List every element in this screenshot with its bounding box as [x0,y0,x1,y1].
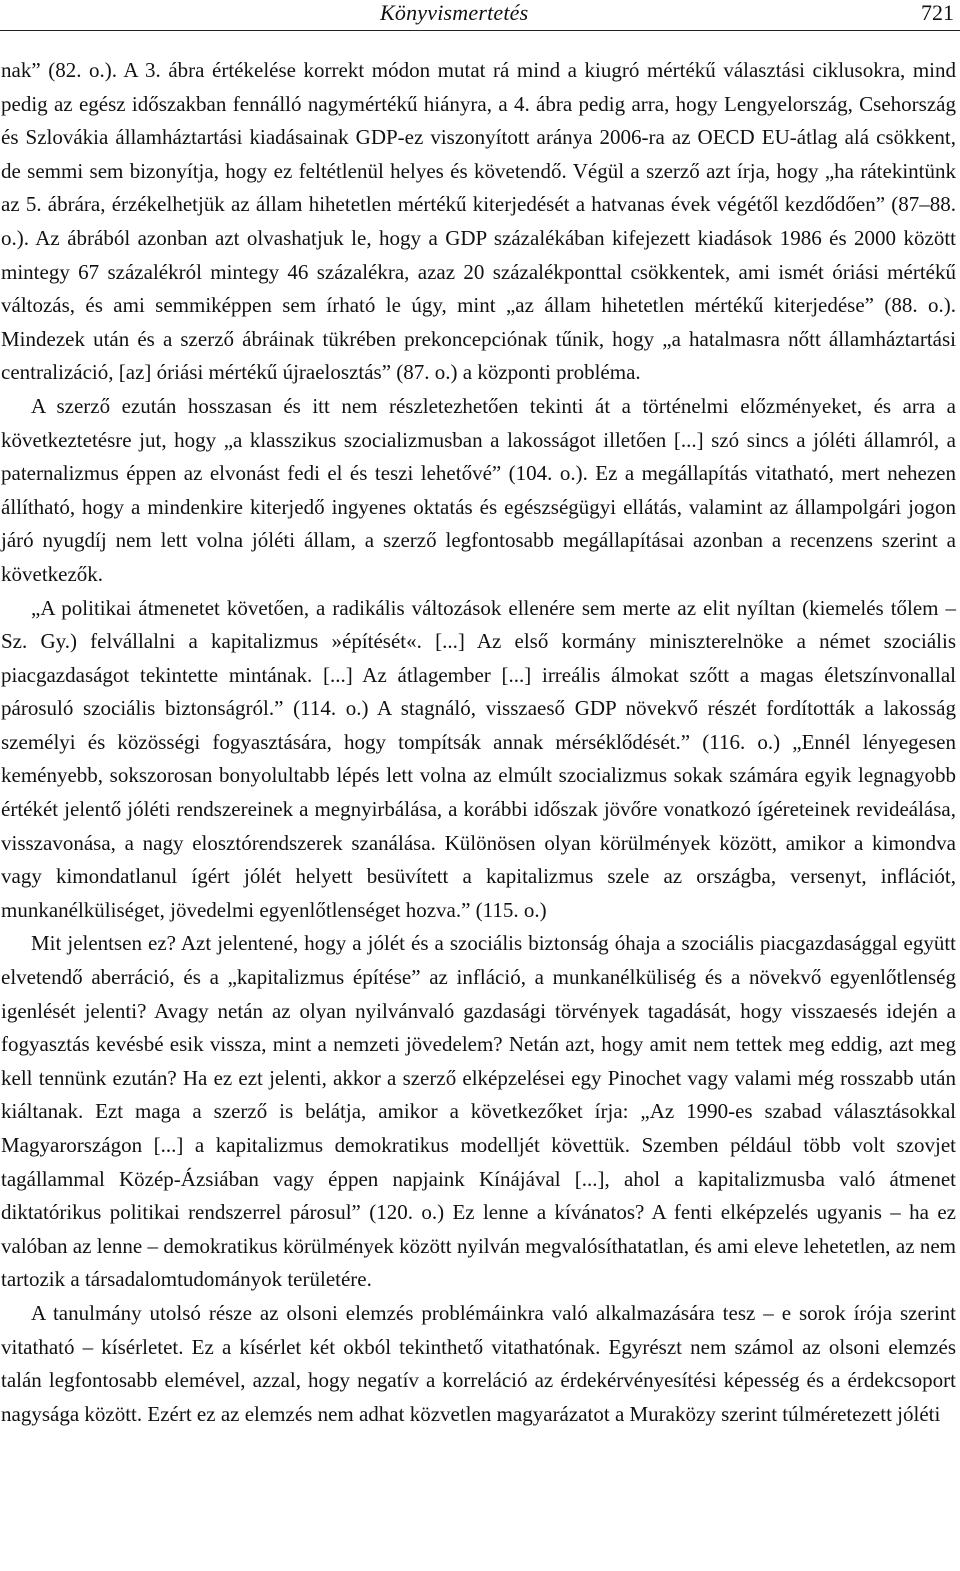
page-number: 721 [921,0,954,25]
paragraph: A tanulmány utolsó része az olsoni elemzés problémáinkra való alkalmazására tesz – e sorok írója szerint vitatható – kísérletet. Ez a kísérlet két okból tekinthető vitathatónak. Egyrészt nem számol az olsoni elemzés talán legfontosabb elemével, azzal, hogy negatív a korreláció az érdekérvényesítési képesség és a érdekcsoport nagysága között. Ezért ez az elemzés nem adhat közvetlen magyarázatot a Muraközy szerint túlméretezett jóléti [1,1300,956,1426]
paragraph: Mit jelentsen ez? Azt jelentené, hogy a jólét és a szociális biztonság óhaja a szociális piacgazdasággal együtt elvetendő aberráció, és a „kapitalizmus építése” az infláció, a munkanélküliség és a növekvő egyenlőtlenség igenlését jelenti? Avagy netán az olyan nyilvánvaló gazdasági törvények tagadását, hogy visszaesés idején a fogyasztás kevésbé esik vissza, mint a nemzeti jövedelem? Netán azt, hogy amit nem tettek meg eddig, azt meg kell tennünk ezután? Ha ez ezt jelenti, akkor a szerző elképzelései egy Pinochet vagy valami még rosszabb után kiáltanak. Ezt maga a szerző is belátja, amikor a következőket írja: „Az 1990-es szabad választásokkal Magyarországon [...] a kapitalizmus demokratikus modelljét követtük. Szemben például több volt szovjet tagállammal Közép-Ázsiában vagy éppen napjaink Kínájával [...], ahol a kapitalizmusba való átmenet diktatórikus politikai rendszerrel párosul” (120. o.) Ez lenne a kívánatos? A fenti elképzelés ugyanis – ha ez valóban az lenne – demokratikus körülmények között nyilván megvalósíthatatlan, és ami eleve lehetetlen, az nem tartozik a társadalomtudományok területére. [1,931,956,1292]
running-header-title: Könyvismertetés [380,0,529,25]
paragraph-quote: „A politikai átmenetet követően, a radikális változások ellenére sem merte az elit nyíltan (kiemelés tőlem – Sz. Gy.) felvállalni a kapitalizmus »építését«. [...] Az első kormány miniszterelnöke a német szociális piacgazdaságot tekintette mintának. [...] Az átlagember [...] irreális álmokat szőtt a magas életszínvonallal párosuló szociális biztonságról.” (114. o.) A stagnáló, visszaeső GDP növekvő részét fordították a lakosság személyi és közösségi fogyasztására, hogy tompítsák annak mérséklődését.” (116. o.) „Ennél lényegesen keményebb, sokszorosan bonyolultabb lépés lett volna az elmúlt szocializmus sokak számára egyik legnagyobb értékét jelentő jóléti rendszereinek a megnyirbálása, a korábbi időszak jövőre vonatkozó ígéreteinek revideálása, visszavonása, a nagy elosztórendszerek szanálása. Különösen olyan körülmények között, amikor a kimondva vagy kimondatlanul ígért jólét helyett besüvített a kapitalizmus szele az országba, versenyt, inflációt, munkanélküliséget, jövedelmi egyenlőtlenséget hozva.” (115. o.) [1,595,956,922]
body-text [1,54,956,1431]
paragraph-continuation: nak” (82. o.). A 3. ábra értékelése korrekt módon mutat rá mind a kiugró mértékű választási ciklusokra, mind pedig az egész időszakban fennálló nagymértékű hiányra, a 4. ábra pedig arra, hogy Lengyelország, Csehország és Szlovákia államháztartási kiadásainak GDP-ez viszonyított aránya 2006-ra az OECD EU-átlag alá csökkent, de semmi sem bizonyítja, hogy ez feltétlenül helyes és követendő. Végül a szerző azt írja, hogy „ha rátekintünk az 5. ábrára, érzékelhetjük az állam hihetetlen mértékű kiterjedését a hatvanas évek végétől kezdődően” (87–88. o.). Az ábrából azonban azt olvashatjuk le, hogy a GDP százalékában kifejezett kiadások 1986 és 2000 között mintegy 67 százalékról mintegy 46 százalékra, azaz 20 százalékponttal csökkentek, ami ismét óriási mértékű változás, és ami semmiképpen sem írható le úgy, mint „az állam hihetetlen mértékű kiterjedése” (88. o.). Mindezek után és a szerző ábráinak tükrében prekoncepciónak tűnik, hogy „a hatalmasra nőtt államháztartási centralizáció, [az] óriási mértékű újraelosztás” (87. o.) a központi probléma. [1,58,956,385]
paragraph: A szerző ezután hosszasan és itt nem részletezhetően tekinti át a történelmi előzményeket, és arra a következtetésre jut, hogy „a klasszikus szocializmusban a lakosságot illetően [...] szó sincs a jóléti államról, a paternalizmus éppen az elvonást fedi el és teszi lehetővé” (104. o.). Ez a megállapítás vitatható, mert nehezen állítható, hogy a mindenkire kiterjedő ingyenes oktatás és egészségügyi ellátás, valamint az állampolgári jogon járó nyugdíj nem lett volna jóléti állam, a szerző legfontosabb megállapításai azonban a recenzens szerint a következők. [1,393,956,586]
running-header [0,0,960,31]
